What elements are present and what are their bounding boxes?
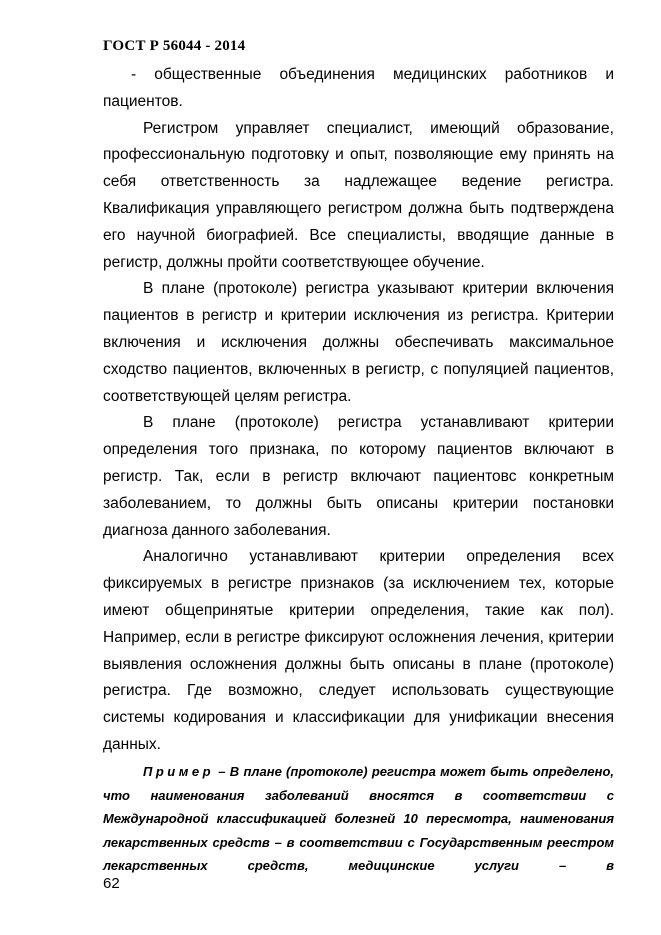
standard-code-header: ГОСТ Р 56044 - 2014 (103, 38, 246, 54)
page-number: 62 (103, 875, 120, 892)
example-label: Пример (143, 764, 215, 779)
main-text (103, 62, 614, 759)
paragraph-registry-manager: Регистром управляет специалист, имеющий образование, профессиональную подготовку и опыт, позволяющие ему принять на себя ответственность за надлежащее ведение регистра. Квалификация управляющего регистром должна быть подтверждена его научной биографией. Все специалисты, вводящие данные в регистр, должны пройти соответствующее обучение. (103, 119, 614, 271)
paragraph-inclusion-criteria: В плане (протоколе) регистра указывают критерии включения пациентов в регистр и критерии исключения из регистра. Критерии включения и исключения должны обеспечивать максимальное сходство пациентов, включенных в регистр, с популяцией пациентов, соответствующей целям регистра. (103, 280, 614, 405)
paragraph-definition-criteria: В плане (протоколе) регистра устанавливают критерии определения того признака, по которому пациентов включают в регистр. Так, если в регистр включают пациентовс конкретным заболеванием, то должны быть описаны критерии постановки диагноза данного заболевания. (103, 414, 614, 539)
paragraph-recorded-features: Аналогично устанавливают критерии определения всех фиксируемых в регистре признаков (за исключением тех, которые имеют общепринятые критерии определения, такие как пол). Например, если в регистре фиксируют осложнения лечения, критерии выявления осложнения должны быть описаны в плане (протоколе) регистра. Где возможно, следует использовать существующие системы кодирования и классификации для унификации внесения данных. (103, 548, 614, 753)
example-text: – В плане (протоколе) регистра может быть определено, что наименования заболеваний вносятся в соответствии с Международной классификацией болезней 10 пересмотра, наименования лекарственных средств – в соответствии с Государственным реестром лекарственных средств, медицинские услуги – в (103, 764, 614, 873)
list-item-paragraph: - общественные объединения медицинских работников и пациентов. (103, 66, 614, 110)
example-note (103, 760, 614, 878)
